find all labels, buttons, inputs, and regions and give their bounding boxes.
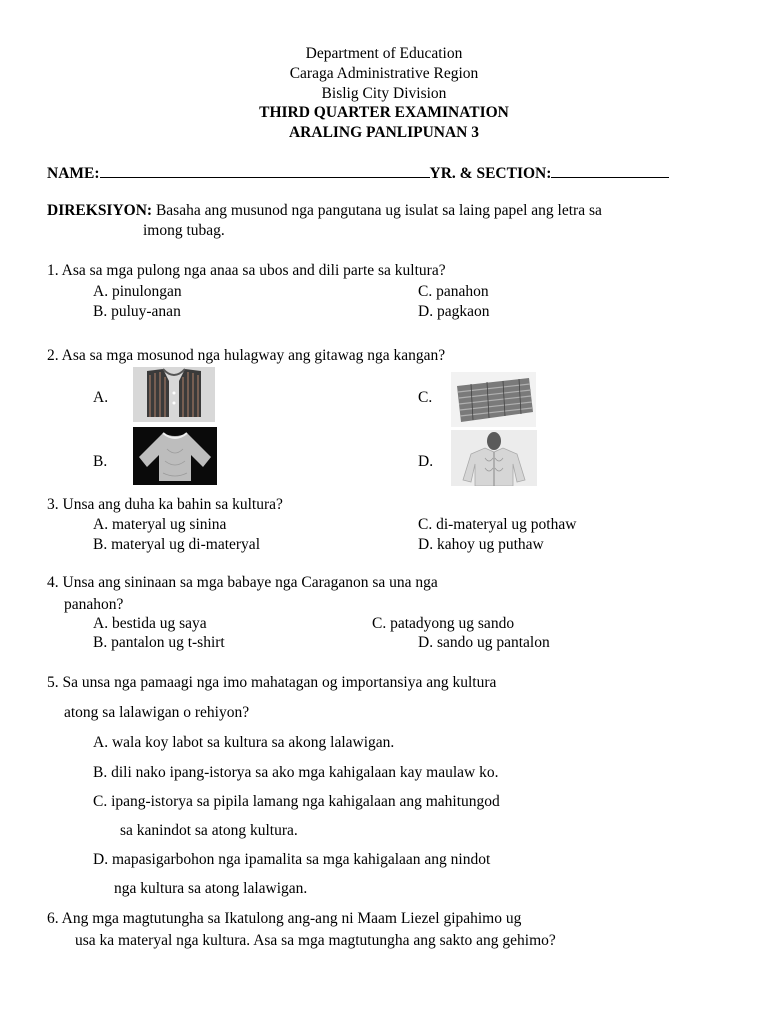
- header-department: Department of Education: [305, 45, 463, 62]
- q3-option-b: B. materyal ug di-materyal: [93, 536, 260, 553]
- q1-option-c: C. panahon: [418, 283, 489, 300]
- q1-option-d: D. pagkaon: [418, 303, 490, 320]
- white-blouse-image: [133, 427, 217, 485]
- q3-option-d: D. kahoy ug puthaw: [418, 536, 544, 553]
- question-6: 6. Ang mga magtutungha sa Ikatulong ang-ang ni Maam Liezel gipahimo ug: [47, 910, 522, 927]
- q5-option-d-cont: nga kultura sa atong lalawigan.: [114, 880, 308, 897]
- q4-option-c: C. patadyong ug sando: [372, 615, 515, 632]
- question-5-cont: atong sa lalawigan o rehiyon?: [64, 704, 250, 721]
- question-3: 3. Unsa ang duha ka bahin sa kultura?: [47, 496, 283, 513]
- q1-option-a: A. pinulongan: [93, 283, 182, 300]
- q4-option-b: B. pantalon ug t-shirt: [93, 634, 225, 651]
- q3-option-a: A. materyal ug sinina: [93, 516, 227, 533]
- directions-text-cont: imong tubag.: [143, 222, 225, 239]
- barong-man-image: [451, 430, 537, 486]
- exam-title: THIRD QUARTER EXAMINATION: [259, 104, 509, 121]
- header-region: Caraga Administrative Region: [289, 65, 479, 82]
- question-6-cont: usa ka materyal nga kultura. Asa sa mga magtutungha ang sakto ang gehimo?: [75, 932, 556, 949]
- woven-vest-image: [133, 367, 215, 422]
- question-4-cont: panahon?: [64, 596, 124, 613]
- question-4: 4. Unsa ang sininaan sa mga babaye nga Caraganon sa una nga: [47, 574, 438, 591]
- name-field: [47, 163, 669, 183]
- q2-option-d: D.: [418, 453, 434, 470]
- question-1: 1. Asa sa mga pulong nga anaa sa ubos and dili parte sa kultura?: [47, 262, 446, 279]
- section-label: YR. & SECTION:: [429, 165, 552, 182]
- directions-label: DIREKSIYON:: [47, 202, 153, 219]
- q5-option-d: D. mapasigarbohon nga ipamalita sa mga kahigalaan ang nindot: [93, 851, 491, 868]
- q5-option-c-cont: sa kanindot sa atong kultura.: [120, 822, 298, 839]
- q5-option-c: C. ipang-istorya sa pipila lamang nga kahigalaan ang mahitungod: [93, 793, 500, 810]
- q4-option-a: A. bestida ug saya: [93, 615, 207, 632]
- woven-fabric-image: [451, 372, 536, 427]
- q2-option-c: C.: [418, 389, 433, 406]
- section-blank-line: [551, 163, 669, 178]
- question-5: 5. Sa unsa nga pamaagi nga imo mahatagan og importansiya ang kultura: [47, 674, 497, 691]
- q4-option-d: D. sando ug pantalon: [418, 634, 550, 651]
- subject-title: ARALING PANLIPUNAN 3: [288, 124, 480, 141]
- header-division: Bislig City Division: [321, 85, 447, 102]
- directions-text: Basaha ang musunod nga pangutana ug isulat sa laing papel ang letra sa: [155, 202, 602, 219]
- directions: [47, 202, 602, 220]
- q1-option-b: B. puluy-anan: [93, 303, 181, 320]
- name-blank-line: [100, 163, 430, 178]
- name-label: NAME:: [47, 165, 100, 182]
- q2-option-a: A.: [93, 389, 109, 406]
- question-2: 2. Asa sa mga mosunod nga hulagway ang gitawag nga kangan?: [47, 347, 446, 364]
- q2-option-b: B.: [93, 453, 108, 470]
- q5-option-b: B. dili nako ipang-istorya sa ako mga kahigalaan kay maulaw ko.: [93, 764, 499, 781]
- q3-option-c: C. di-materyal ug pothaw: [418, 516, 577, 533]
- q5-option-a: A. wala koy labot sa kultura sa akong lalawigan.: [93, 734, 395, 751]
